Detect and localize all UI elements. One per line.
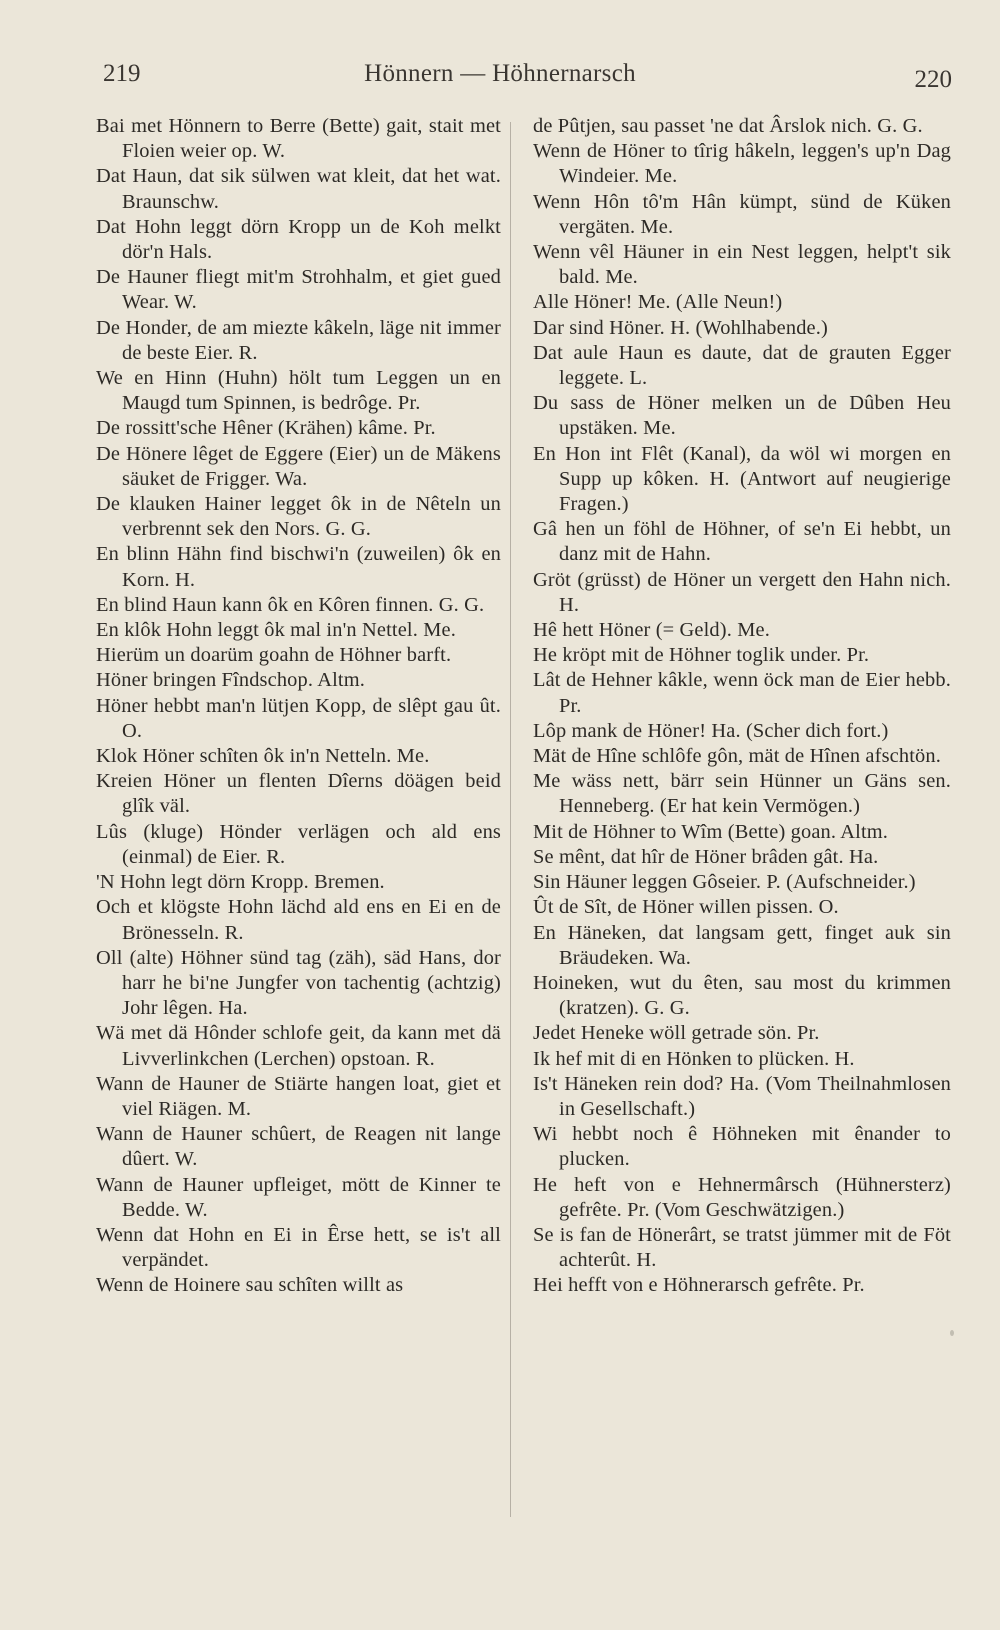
- proverb-entry: Gröt (grüsst) de Höner un vergett den Hahn nich. H.: [533, 568, 951, 616]
- proverb-entry: De klauken Hainer legget ôk in de Nêteln un verbrennt sek den Nors. G. G.: [96, 493, 501, 541]
- proverb-entry: Wä met dä Hônder schlofe geit, da kann met dä Livverlinkchen (Lerchen) opstoan. R.: [96, 1022, 501, 1070]
- proverb-entry: Lûs (kluge) Hönder verlägen och ald ens (einmal) de Eier. R.: [96, 820, 501, 868]
- proverb-entry: Hoineken, wut du êten, sau most du krimmen (kratzen). G. G.: [533, 971, 951, 1020]
- proverb-entry: Is't Häneken rein dod? Ha. (Vom Theilnahmlosen in Gesellschaft.): [533, 1072, 951, 1120]
- proverb-entry: Höner hebbt man'n lütjen Kopp, de slêpt gau ût. O.: [96, 694, 501, 742]
- proverb-entry: Bai met Hönnern to Berre (Bette) gait, stait met Floien weier op. W.: [96, 115, 501, 163]
- proverb-entry: Jedet Heneke wöll getrade sön. Pr.: [533, 1022, 820, 1045]
- proverb-entry: Dar sind Höner. H. (Wohlhabende.): [533, 316, 828, 339]
- proverb-entry: Dat Haun, dat sik sülwen wat kleit, dat het wat. Braunschw.: [96, 165, 501, 213]
- proverb-entry: En Häneken, dat langsam gett, finget auk sin Bräudeken. Wa.: [533, 921, 951, 969]
- proverb-entry: De Honder, de am miezte kâkeln, läge nit immer de beste Eier. R.: [96, 316, 501, 364]
- right-column: [533, 114, 951, 1299]
- proverb-entry: Klok Höner schîten ôk in'n Netteln. Me.: [96, 745, 430, 768]
- paper-speck: [950, 1330, 954, 1336]
- proverb-entry: He kröpt mit de Höhner toglik under. Pr.: [533, 644, 870, 667]
- column-divider: [510, 122, 511, 1517]
- proverb-entry: Du sass de Höner melken un de Dûben Heu upstäken. Me.: [533, 392, 951, 440]
- proverb-entry: Lôp mank de Höner! Ha. (Scher dich fort.): [533, 719, 889, 742]
- proverb-entry: Wann de Hauner de Stiärte hangen loat, giet et viel Riägen. M.: [96, 1072, 501, 1120]
- proverb-entry: We en Hinn (Huhn) hölt tum Leggen un en Maugd tum Spinnen, is bedrôge. Pr.: [96, 367, 501, 415]
- proverb-entry: Hê hett Höner (= Geld). Me.: [533, 619, 770, 642]
- proverb-entry: En blinn Hähn find bischwi'n (zuweilen) ôk en Korn. H.: [96, 543, 501, 591]
- proverb-entry: Wann de Hauner schûert, de Reagen nit lange dûert. W.: [96, 1123, 501, 1171]
- proverb-entry: Wenn de Hoinere sau schîten willt as: [96, 1274, 404, 1297]
- proverb-entry: Sin Häuner leggen Gôseier. P. (Aufschneider.): [533, 871, 916, 894]
- proverb-entry: 'N Hohn legt dörn Kropp. Bremen.: [96, 871, 385, 894]
- proverb-entry: Ût de Sît, de Höner willen pissen. O.: [533, 896, 839, 919]
- proverb-entry: de Pûtjen, sau passet 'ne dat Ârslok nich. G. G.: [533, 115, 923, 137]
- proverb-entry: Höner bringen Fîndschop. Altm.: [96, 669, 365, 692]
- proverb-entry: He heft von e Hehnermârsch (Hühnersterz) gefrête. Pr. (Vom Geschwätzigen.): [533, 1173, 951, 1221]
- proverb-entry: Lât de Hehner kâkle, wenn öck man de Eier hebb. Pr.: [533, 669, 951, 717]
- left-column: [96, 114, 501, 1299]
- proverb-entry: Gâ hen un föhl de Höhner, of se'n Ei hebbt, un danz mit de Hahn.: [533, 518, 951, 566]
- proverb-entry: Me wäss nett, bärr sein Hünner un Gäns sen. Henneberg. (Er hat kein Vermögen.): [533, 770, 951, 818]
- page-number-left: 219: [103, 60, 141, 87]
- proverb-entry: Mit de Höhner to Wîm (Bette) goan. Altm.: [533, 820, 889, 843]
- proverb-entry: Hei hefft von e Höhnerarsch gefrête. Pr.: [533, 1274, 865, 1297]
- proverb-entry: Ik hef mit di en Hönken to plücken. H.: [533, 1047, 855, 1070]
- proverb-entry: Se mênt, dat hîr de Höner brâden gât. Ha.: [533, 845, 879, 868]
- proverb-entry: Alle Höner! Me. (Alle Neun!): [533, 291, 783, 314]
- proverb-entry: De Hauner fliegt mit'm Strohhalm, et giet gued Wear. W.: [96, 266, 501, 314]
- proverb-entry: Oll (alte) Höhner sünd tag (zäh), säd Hans, dor harr he bi'ne Jungfer von tachentig (achtzig) Johr lêgen. Ha.: [96, 946, 501, 1020]
- proverb-entry: Mät de Hîne schlôfe gôn, mät de Hînen afschtön.: [533, 745, 941, 768]
- proverb-entry: Och et klögste Hohn lächd ald ens en Ei en de Brönesseln. R.: [96, 896, 501, 944]
- proverb-entry: Wenn dat Hohn en Ei in Êrse hett, se is't all verpändet.: [96, 1223, 501, 1272]
- proverb-entry: Dat Hohn leggt dörn Kropp un de Koh melkt dör'n Hals.: [96, 215, 501, 264]
- proverb-entry: Wi hebbt noch ê Höhneken mit ênander to plucken.: [533, 1123, 951, 1171]
- proverb-entry: Kreien Höner un flenten Dîerns döägen beid glîk väl.: [96, 770, 501, 818]
- proverb-entry: Wann de Hauner upfleiget, mött de Kinner te Bedde. W.: [96, 1173, 501, 1221]
- proverb-entry: En klôk Hohn leggt ôk mal in'n Nettel. Me.: [96, 619, 456, 642]
- page-header: [0, 56, 1000, 96]
- proverb-entry: Wenn vêl Häuner in ein Nest leggen, helpt't sik bald. Me.: [533, 241, 951, 289]
- proverb-entry: De rossitt'sche Hêner (Krähen) kâme. Pr.: [96, 417, 436, 440]
- proverb-entry: Se is fan de Hönerârt, se tratst jümmer mit de Föt achterût. H.: [533, 1223, 951, 1272]
- proverb-entry: Dat aule Haun es daute, dat de grauten Egger leggete. L.: [533, 341, 951, 390]
- running-title: Hönnern — Höhnernarsch: [364, 60, 636, 87]
- proverb-entry: En Hon int Flêt (Kanal), da wöl wi morgen en Supp up kôken. H. (Antwort auf neugierige Fragen.): [533, 442, 951, 516]
- proverb-entry: Wenn Hôn tô'm Hân kümpt, sünd de Küken vergäten. Me.: [533, 190, 951, 238]
- page-number-right: 220: [914, 66, 952, 93]
- proverb-entry: En blind Haun kann ôk en Kôren finnen. G. G.: [96, 593, 485, 616]
- proverb-entry: Wenn de Höner to tîrig hâkeln, leggen's up'n Dag Windeier. Me.: [533, 140, 951, 188]
- proverb-entry: Hierüm un doarüm goahn de Höhner barft.: [96, 644, 452, 667]
- proverb-entry: De Hönere lêget de Eggere (Eier) un de Mäkens säuket de Frigger. Wa.: [96, 442, 501, 490]
